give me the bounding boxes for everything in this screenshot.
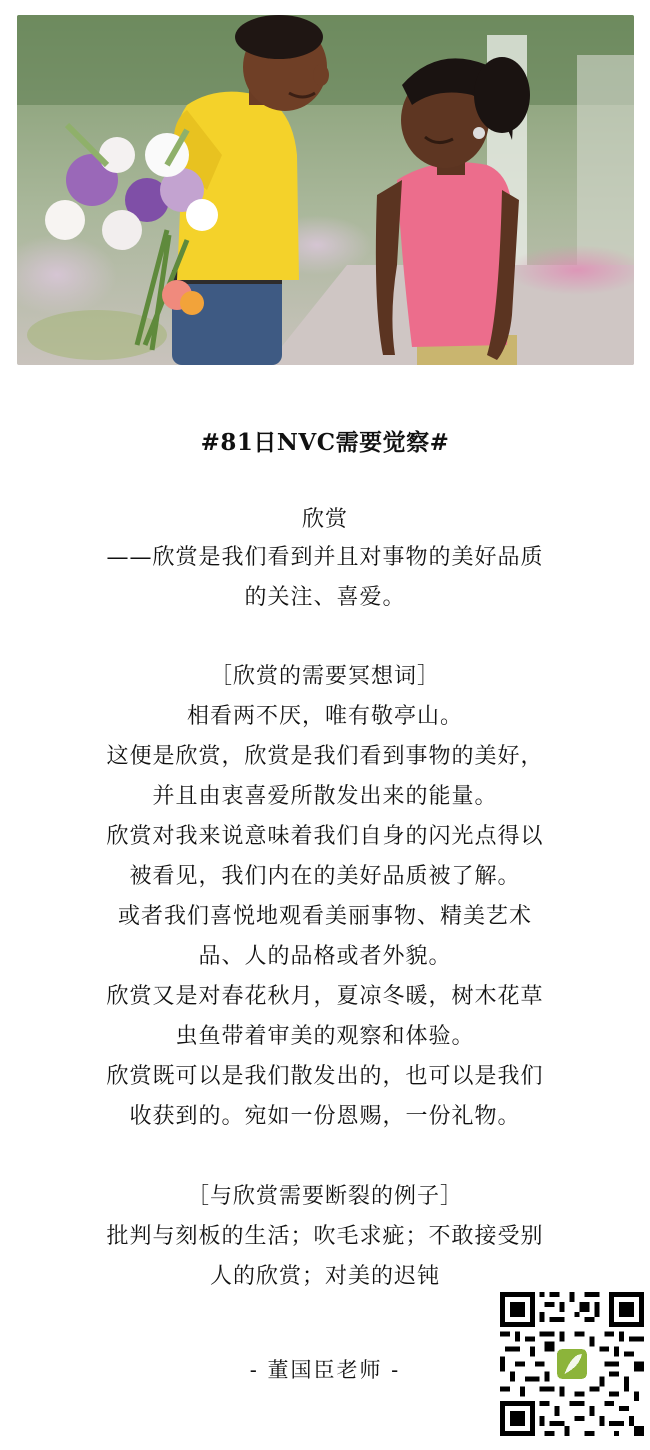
- meditation-line: 被看见，我们内在的美好品质被了解。: [129, 864, 521, 889]
- meditation-line: 并且由衷喜爱所散发出来的能量。: [152, 784, 498, 809]
- meditation-line: 品、人的品格或者外貌。: [198, 944, 452, 969]
- definition-heading: 欣赏: [301, 507, 348, 532]
- definition-line: 的关注、喜爱。: [244, 585, 406, 610]
- author-signature: - 董国臣老师 -: [249, 1358, 401, 1382]
- qr-pattern: [500, 1292, 644, 1436]
- meditation-line: 收获到的。宛如一份恩赐，一份礼物。: [129, 1104, 521, 1129]
- meditation-line: 这便是欣赏，欣赏是我们看到事物的美好，: [106, 744, 544, 769]
- broken-line: 批判与刻板的生活；吹毛求疵；不敢接受别: [106, 1224, 544, 1249]
- meditation-line: 虫鱼带着审美的观察和体验。: [175, 1024, 475, 1049]
- qr-code-icon[interactable]: [500, 1292, 644, 1436]
- meditation-line: 相看两不厌，唯有敬亭山。: [186, 704, 463, 729]
- meditation-line: 欣赏对我来说意味着我们自身的闪光点得以: [106, 824, 544, 849]
- meditation-line: 欣赏又是对春花秋月，夏凉冬暖，树木花草: [106, 984, 544, 1009]
- meditation-line: 欣赏既可以是我们散发出的，也可以是我们: [106, 1064, 544, 1089]
- broken-heading: ［与欣赏需要断裂的例子］: [186, 1184, 463, 1209]
- hero-illustration: [17, 15, 634, 365]
- meditation-heading: ［欣赏的需要冥想词］: [209, 664, 440, 689]
- article-title: #81日NVC需要觉察#: [200, 429, 450, 456]
- definition-line: ——欣赏是我们看到并且对事物的美好品质: [106, 545, 544, 570]
- hero-photo: [17, 15, 634, 365]
- broken-line: 人的欣赏；对美的迟钝: [209, 1264, 440, 1289]
- meditation-line: 或者我们喜悦地观看美丽事物、精美艺术: [117, 904, 532, 929]
